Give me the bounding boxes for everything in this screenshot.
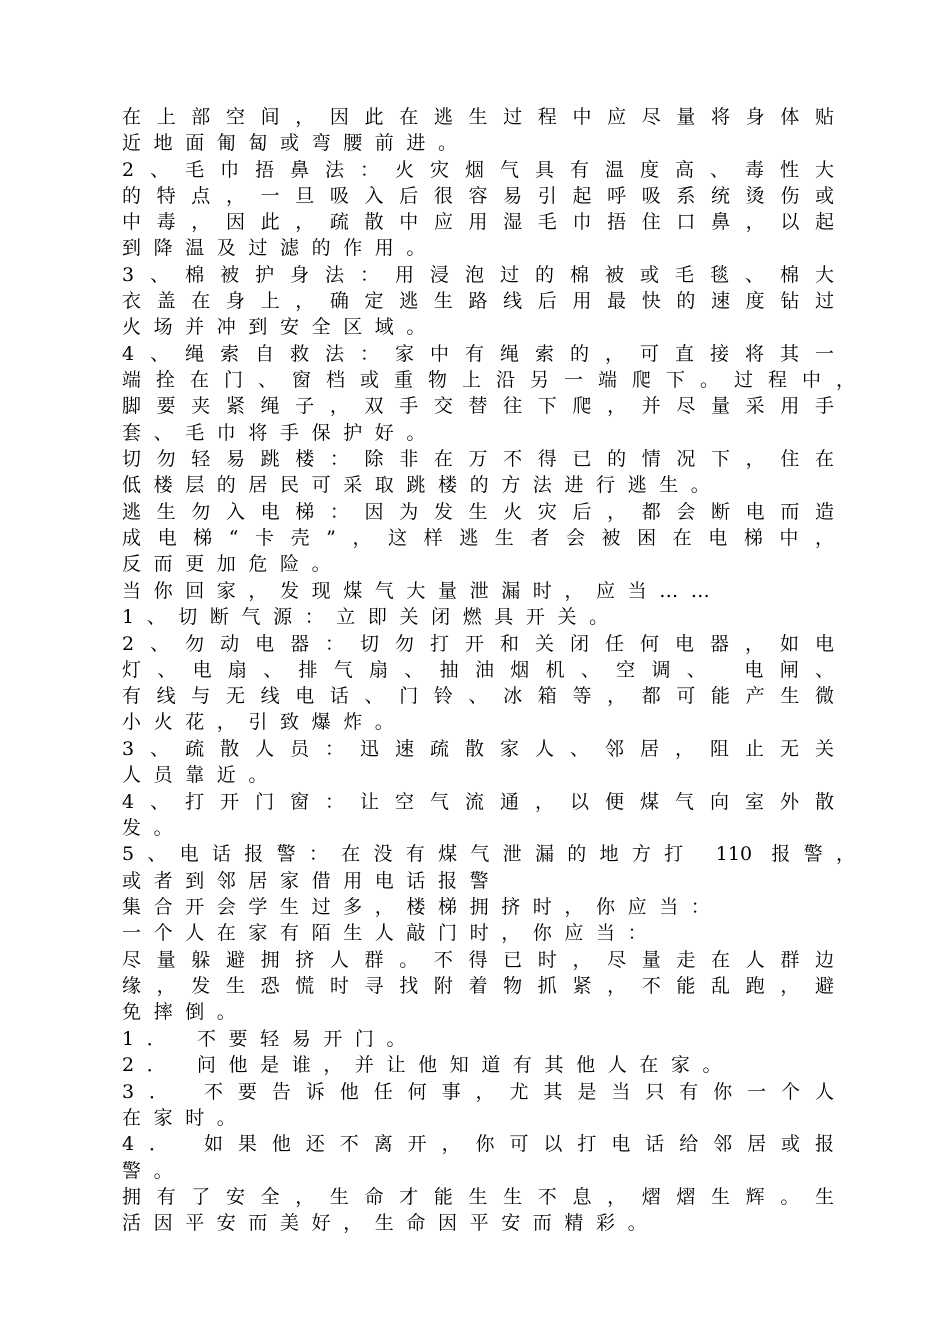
text-line: 2、毛巾捂鼻法：火灾烟气具有温度高、毒性大 [122, 159, 834, 181]
text-line: 活因平安而美好，生命因平安而精彩。 [122, 1212, 660, 1234]
text-line: 4、绳索自救法：家中有绳索的，可直接将其一 [122, 343, 834, 365]
text-line: 3、棉被护身法：用浸泡过的棉被或毛毯、棉大 [122, 264, 834, 286]
text-line: 有线与无线电话、门铃、冰箱等，都可能产生微 [122, 685, 834, 707]
text-line: 反而更加危险。 [122, 553, 344, 575]
text-line: 3． 不要告诉他任何事，尤其是当只有你一个人 [122, 1081, 834, 1103]
text-line: 一个人在家有陌生人敲门时，你应当： [122, 922, 660, 944]
text-line: 套、毛巾将手保护好。 [122, 422, 439, 444]
text-line: 或者到邻居家借用电话报警 [122, 870, 502, 892]
text-line: 中毒，因此，疏散中应用湿毛巾捂住口鼻，以起 [122, 211, 834, 233]
text-line: 成电梯“卡壳”，这样逃生者会被困在电梯中， [122, 527, 834, 549]
text-line: 2、勿动电器：切勿打开和关闭任何电器，如电 [122, 633, 834, 655]
text-line: 5、电话报警：在没有煤气泄漏的地方打 110 报警， [122, 843, 855, 865]
text-line: 警。 [122, 1160, 186, 1182]
text-line: 缘，发生恐慌时寻找附着物抓紧，不能乱跑，避 [122, 975, 834, 997]
text-line: 1． 不要轻易开门。 [122, 1028, 419, 1050]
text-line: 衣盖在身上，确定逃生路线后用最快的速度钻过 [122, 290, 834, 312]
text-line: 3、疏散人员：迅速疏散家人、邻居，阻止无关 [122, 738, 834, 760]
text-line: 灯、电扇、排气扇、抽油烟机、空调、 电闸、 [122, 659, 834, 681]
text-line: 脚要夹紧绳子，双手交替往下爬，并尽量采用手 [122, 395, 834, 417]
text-line: 2． 问他是谁，并让他知道有其他人在家。 [122, 1054, 735, 1076]
text-line: 4、打开门窗：让空气流通，以便煤气向室外散 [122, 791, 834, 813]
text-line: 尽量躲避拥挤人群。不得已时，尽量走在人群边 [122, 949, 834, 971]
text-line: 拥有了安全，生命才能生生不息，熠熠生辉。生 [122, 1186, 834, 1208]
text-line: 当你回家，发现煤气大量泄漏时，应当…… [122, 580, 723, 602]
text-line: 集合开会学生过多，楼梯拥挤时，你应当： [122, 896, 723, 918]
text-line: 小火花，引致爆炸。 [122, 711, 407, 733]
text-line: 到降温及过滤的作用。 [122, 237, 439, 259]
text-line: 逃生勿入电梯：因为发生火灾后，都会断电而造 [122, 501, 834, 523]
text-line: 的特点，一旦吸入后很容易引起呼吸系统烫伤或 [122, 185, 834, 207]
text-line: 低楼层的居民可采取跳楼的方法进行逃生。 [122, 474, 723, 496]
text-line: 切勿轻易跳楼：除非在万不得已的情况下，住在 [122, 448, 834, 470]
text-line: 1、切断气源：立即关闭燃具开关。 [122, 606, 621, 628]
text-line: 人员靠近。 [122, 764, 281, 786]
text-line: 免摔倒。 [122, 1001, 249, 1023]
text-line: 端拴在门、窗档或重物上沿另一端爬下。过程中， [122, 369, 855, 391]
text-line: 发。 [122, 817, 186, 839]
text-line: 火场并冲到安全区域。 [122, 316, 439, 338]
text-line: 在上部空间，因此在逃生过程中应尽量将身体贴 [122, 106, 834, 128]
text-line: 4． 如果他还不离开，你可以打电话给邻居或报 [122, 1133, 834, 1155]
text-line: 近地面匍匐或弯腰前进。 [122, 132, 470, 154]
text-line: 在家时。 [122, 1107, 249, 1129]
